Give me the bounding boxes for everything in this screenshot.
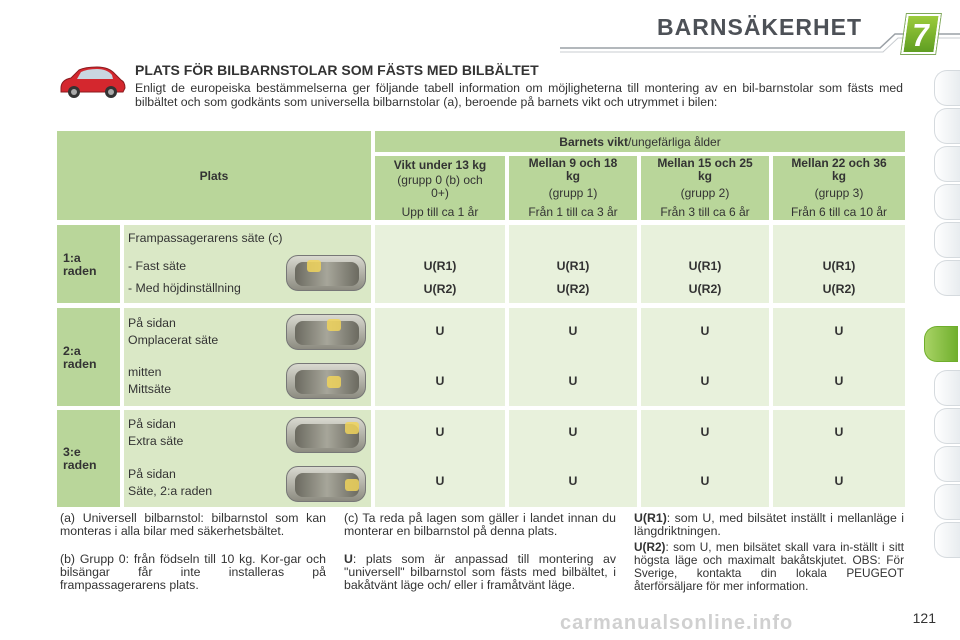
section-title: PLATS FÖR BILBARNSTOLAR SOM FÄSTS MED BILBÄLTET [135, 62, 539, 78]
suitability-value: U [700, 324, 710, 338]
intro-paragraph: Enligt de europeiska bestämmelserna ger följande tabell information om möjligheterna till montering av en bil-barnstolar som fästs med bilbältet och som godkänts som universella bilbarnstolar (a), beroende på barnets vikt och utrymmet i bilen: [135, 81, 903, 109]
chapter-tab[interactable] [934, 484, 960, 520]
value-cell [641, 308, 769, 406]
car-seat-diagram-icon [286, 417, 366, 453]
legend-key: U [344, 552, 353, 566]
value-cell [509, 308, 637, 406]
watermark: carmanualsonline.info [560, 612, 794, 634]
suitability-value: U [834, 324, 844, 338]
suitability-value: U [568, 474, 578, 488]
row-label-cell [57, 308, 120, 406]
suitability-value: U(R1) [423, 259, 457, 273]
page-header [0, 0, 960, 60]
suitability-value: U [700, 425, 710, 439]
value-cell [375, 308, 505, 406]
suitability-value: U [834, 474, 844, 488]
chapter-number-badge: 7 [901, 14, 941, 54]
chapter-title: BARNSÄKERHET [657, 14, 862, 40]
car-seat-diagram-icon [286, 314, 366, 350]
row-label: 3:e raden [63, 445, 97, 472]
seat-cell [124, 308, 371, 406]
legend-u [344, 553, 616, 592]
chapter-tab[interactable] [934, 184, 960, 220]
column-group: (grupp 3) [814, 186, 864, 200]
child-seat-table [57, 131, 905, 507]
suitability-value: U [834, 374, 844, 388]
row-label-cell [57, 225, 120, 303]
column-header [641, 156, 769, 220]
suitability-value: U [568, 425, 578, 439]
column-age: Från 6 till ca 10 år [790, 205, 888, 219]
legend-text: : som U, med bilsätet inställt i mellanläge i längdriktningen. [634, 511, 904, 538]
seat-sub-label: På sidan [128, 467, 176, 481]
weight-header-bold: Barnets vikt [559, 134, 628, 149]
suitability-value: U [700, 374, 710, 388]
column-age: Från 3 till ca 6 år [660, 205, 750, 219]
footnote-a: (a) Universell bilbarnstol: bilbarnstol som kan monteras i alla bilar med säkerhetsbältet. [60, 511, 326, 538]
seat-sub-label: mitten [128, 365, 162, 379]
legend-text: : som U, men bilsätet skall vara in-ställt i sitt högsta läge och maximalt bakåtskjutet. OBS: För Sverige, kontakta din lokala PEUGEOT återförsäljare för mer information. [634, 540, 904, 593]
suitability-value: U [700, 474, 710, 488]
value-cell [773, 308, 905, 406]
suitability-value: U(R2) [822, 282, 856, 296]
car-seat-diagram-icon [286, 363, 366, 399]
row-label: 2:a raden [63, 344, 97, 371]
row-label-cell [57, 410, 120, 507]
chapter-tab[interactable] [934, 446, 960, 482]
chapter-tab[interactable] [934, 108, 960, 144]
seat-sub-label: - Fast säte [128, 259, 187, 273]
suitability-value: U [435, 324, 445, 338]
column-header [773, 156, 905, 220]
suitability-value: U(R1) [556, 259, 590, 273]
chapter-tab[interactable] [934, 146, 960, 182]
column-header [509, 156, 637, 220]
column-header [375, 156, 505, 220]
car-seat-diagram-icon [286, 255, 366, 291]
legend-key: U(R2) [634, 540, 666, 554]
legend-key: U(R1) [634, 511, 667, 525]
column-weight: Vikt under 13 kg [393, 157, 487, 172]
seat-title: Frampassagerarens säte (c) [128, 231, 283, 245]
column-group: (grupp 0 (b) och 0+) [397, 172, 483, 200]
footnote-b: (b) Grupp 0: från födseln till 10 kg. Kor-gar och bilsängar får inte installeras på frampassagerarens plats. [60, 552, 326, 592]
suitability-value: U [435, 474, 445, 488]
column-group: (grupp 2) [680, 186, 730, 200]
column-group: (grupp 1) [548, 186, 598, 200]
footnote-c: (c) Ta reda på lagen som gäller i landet innan du monterar en bilbarnstol på denna plats. [344, 511, 616, 538]
suitability-value: U(R1) [822, 259, 856, 273]
column-weight: Mellan 9 och 18 kg [528, 156, 618, 183]
weight-header-rest: /ungefärliga ålder [627, 134, 721, 149]
chapter-tab[interactable] [934, 370, 960, 406]
suitability-value: U(R2) [688, 282, 722, 296]
column-weight: Mellan 15 och 25 kg [657, 156, 753, 183]
red-car-icon [57, 64, 127, 100]
plats-label: Plats [199, 168, 229, 183]
legend-text: : plats som är anpassad till montering av "universell" bilbarnstol som fästs med bilbältet, i bakåtvänt läge och/ eller i framåtvänt läge. [344, 552, 616, 592]
column-age: Upp till ca 1 år [401, 204, 479, 219]
column-weight: Mellan 22 och 36 kg [791, 156, 887, 183]
seat-sub-label: - Med höjdinställning [128, 281, 241, 295]
chapter-tab[interactable] [934, 70, 960, 106]
seat-sub-label: Mittsäte [128, 382, 172, 396]
seat-sub-label: På sidan [128, 316, 176, 330]
weight-header [375, 131, 905, 152]
column-age: Från 1 till ca 3 år [528, 205, 618, 219]
suitability-value: U [435, 425, 445, 439]
seat-sub-label: På sidan [128, 417, 176, 431]
row-label: 1:a raden [63, 251, 97, 278]
suitability-value: U(R2) [423, 282, 457, 296]
legend-r2 [634, 541, 904, 593]
legend-r1 [634, 512, 904, 538]
suitability-value: U [568, 324, 578, 338]
suitability-value: U(R2) [556, 282, 590, 296]
seat-cell [124, 410, 371, 507]
car-seat-diagram-icon [286, 466, 366, 502]
plats-header [57, 131, 371, 220]
seat-sub-label: Säte, 2:a raden [128, 484, 213, 498]
chapter-tab[interactable] [934, 222, 960, 258]
seat-sub-label: Omplacerat säte [128, 333, 219, 347]
page-number: 121 [912, 610, 936, 626]
chapter-tab[interactable] [934, 260, 960, 296]
seat-cell [124, 225, 371, 303]
seat-sub-label: Extra säte [128, 434, 184, 448]
suitability-value: U [435, 374, 445, 388]
suitability-value: U [834, 425, 844, 439]
suitability-value: U(R1) [688, 259, 722, 273]
chapter-tab[interactable] [934, 522, 960, 558]
chapter-tab[interactable] [934, 408, 960, 444]
chapter-tabs [932, 70, 960, 590]
chapter-tab-active[interactable] [924, 326, 958, 362]
suitability-value: U [568, 374, 578, 388]
